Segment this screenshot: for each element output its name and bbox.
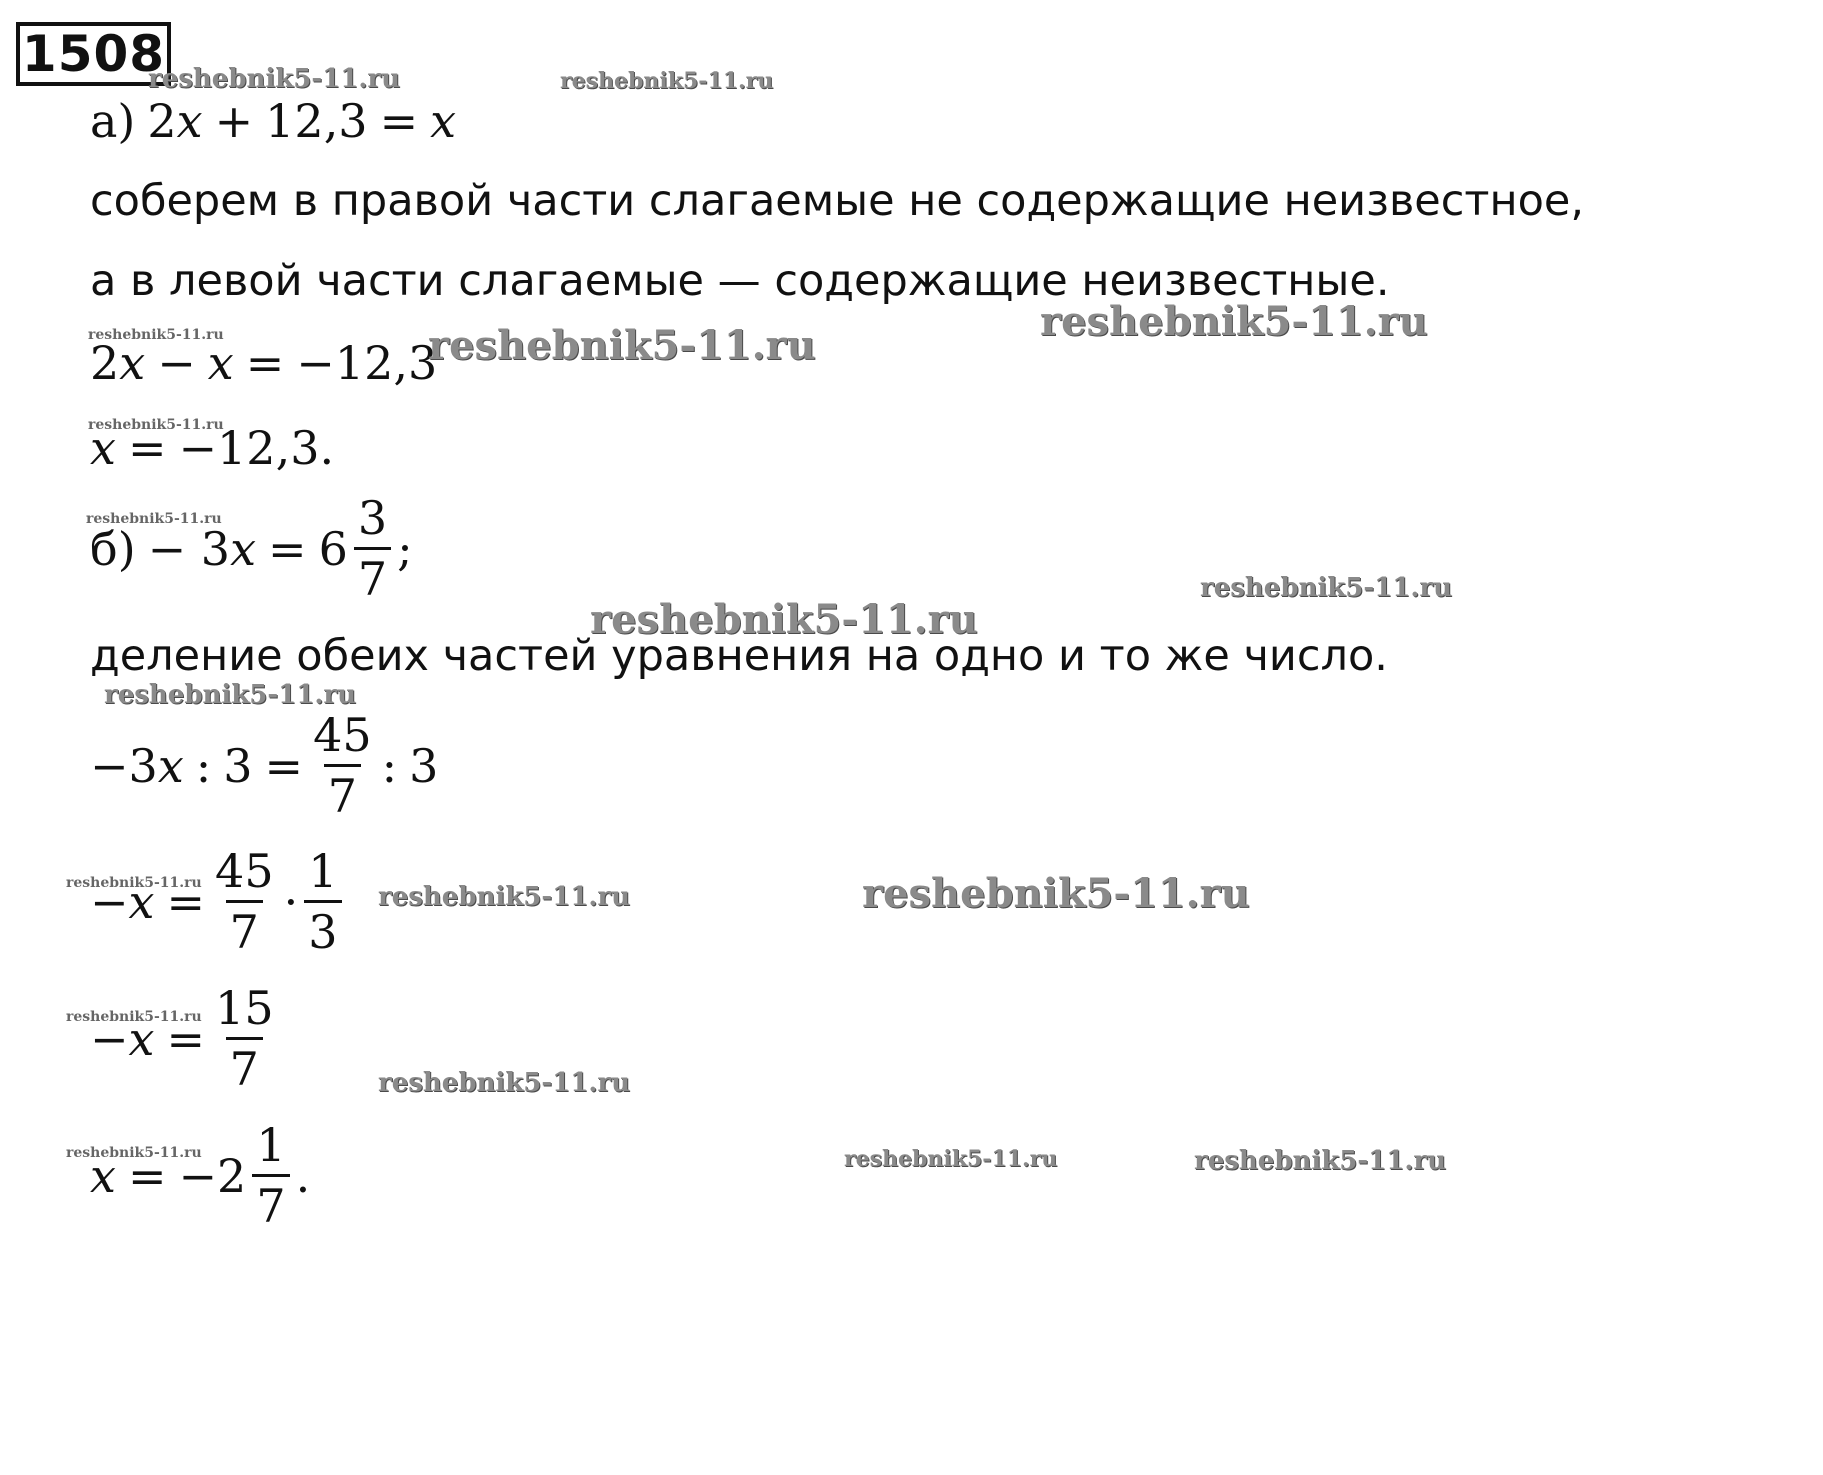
variable-x: x <box>157 738 184 793</box>
equals: = <box>268 521 307 576</box>
period: . <box>295 1148 311 1203</box>
result: −12,3. <box>178 421 335 475</box>
minus: − <box>90 1011 129 1066</box>
equals: = <box>127 421 167 475</box>
watermark: reshebnik5-11.ru <box>844 1146 1058 1172</box>
watermark: reshebnik5-11.ru <box>378 1068 631 1098</box>
part-a-step1 <box>90 336 438 390</box>
denominator: 3 <box>304 900 341 955</box>
divisor: 3 <box>409 738 439 793</box>
result: −12,3 <box>296 336 438 390</box>
operator: + <box>214 94 254 148</box>
watermark: reshebnik5-11.ru <box>86 511 222 527</box>
coef: − 3 <box>147 521 231 576</box>
watermark: reshebnik5-11.ru <box>590 596 978 643</box>
minus: − <box>90 874 129 929</box>
coef: 2 <box>90 336 120 390</box>
variable-x: x <box>176 94 203 148</box>
denominator: 7 <box>354 547 391 602</box>
variable-x: x <box>207 336 234 390</box>
variable-x: x <box>90 421 116 475</box>
variable-x: x <box>430 94 457 148</box>
part-b-step3 <box>90 981 284 1096</box>
part-a-equation <box>90 94 457 148</box>
divisor: 3 <box>223 738 253 793</box>
watermark: reshebnik5-11.ru <box>428 322 816 369</box>
part-b-text: деление обеих частей уравнения на одно и то же число. <box>90 631 1388 681</box>
part-b-label: б) <box>90 521 136 576</box>
watermark: reshebnik5-11.ru <box>560 68 774 94</box>
numerator: 45 <box>215 844 274 898</box>
fraction <box>354 491 391 606</box>
watermark: reshebnik5-11.ru <box>1200 573 1453 603</box>
watermark: reshebnik5-11.ru <box>378 882 631 912</box>
numerator: 15 <box>215 981 274 1035</box>
denominator: 7 <box>324 764 361 819</box>
variable-x: x <box>90 1148 116 1203</box>
equals: = <box>245 336 285 390</box>
variable-x: x <box>119 336 146 390</box>
part-a-label: а) <box>90 94 136 148</box>
fraction <box>211 844 278 959</box>
equals: = <box>379 94 419 148</box>
semicolon: ; <box>397 521 413 576</box>
variable-x: x <box>230 521 257 576</box>
divide: : <box>381 738 398 793</box>
watermark: reshebnik5-11.ru <box>66 1009 202 1025</box>
part-a-text-line1: соберем в правой части слагаемые не содержащие неизвестное, <box>90 176 1584 226</box>
watermark: reshebnik5-11.ru <box>862 870 1250 917</box>
watermark: reshebnik5-11.ru <box>66 875 202 891</box>
coef: 2 <box>147 94 177 148</box>
variable-x: x <box>128 1011 155 1066</box>
part-a-text-line2: а в левой части слагаемые — содержащие неизвестные. <box>90 256 1390 306</box>
watermark: reshebnik5-11.ru <box>88 417 224 433</box>
numerator: 1 <box>308 844 338 898</box>
watermark: reshebnik5-11.ru <box>1040 298 1428 345</box>
watermark: reshebnik5-11.ru <box>148 64 401 94</box>
divide: : <box>195 738 212 793</box>
fraction <box>252 1118 289 1233</box>
numerator: 45 <box>313 708 372 762</box>
watermark: reshebnik5-11.ru <box>66 1145 202 1161</box>
denominator: 7 <box>226 1037 263 1092</box>
denominator: 7 <box>226 900 263 955</box>
whole-part: −2 <box>178 1148 247 1203</box>
fraction <box>309 708 376 823</box>
part-b-step2 <box>90 844 348 959</box>
part-b-answer <box>90 1118 311 1233</box>
equals: = <box>264 738 304 793</box>
multiply-dot: · <box>283 874 299 929</box>
watermark: reshebnik5-11.ru <box>1194 1146 1447 1176</box>
equals: = <box>127 1148 167 1203</box>
coef: −3 <box>90 738 158 793</box>
part-b-step1 <box>90 708 439 823</box>
equals: = <box>166 1011 206 1066</box>
numerator: 1 <box>256 1118 286 1172</box>
watermark: reshebnik5-11.ru <box>104 680 357 710</box>
numerator: 3 <box>357 491 388 545</box>
watermark: reshebnik5-11.ru <box>88 327 224 343</box>
constant: 12,3 <box>265 94 368 148</box>
fraction <box>211 981 278 1096</box>
denominator: 7 <box>252 1174 289 1229</box>
fraction <box>304 844 341 959</box>
problem-number: 1508 <box>16 22 171 86</box>
minus: − <box>157 336 196 390</box>
equals: = <box>166 874 206 929</box>
whole-part: 6 <box>318 521 348 576</box>
variable-x: x <box>128 874 155 929</box>
